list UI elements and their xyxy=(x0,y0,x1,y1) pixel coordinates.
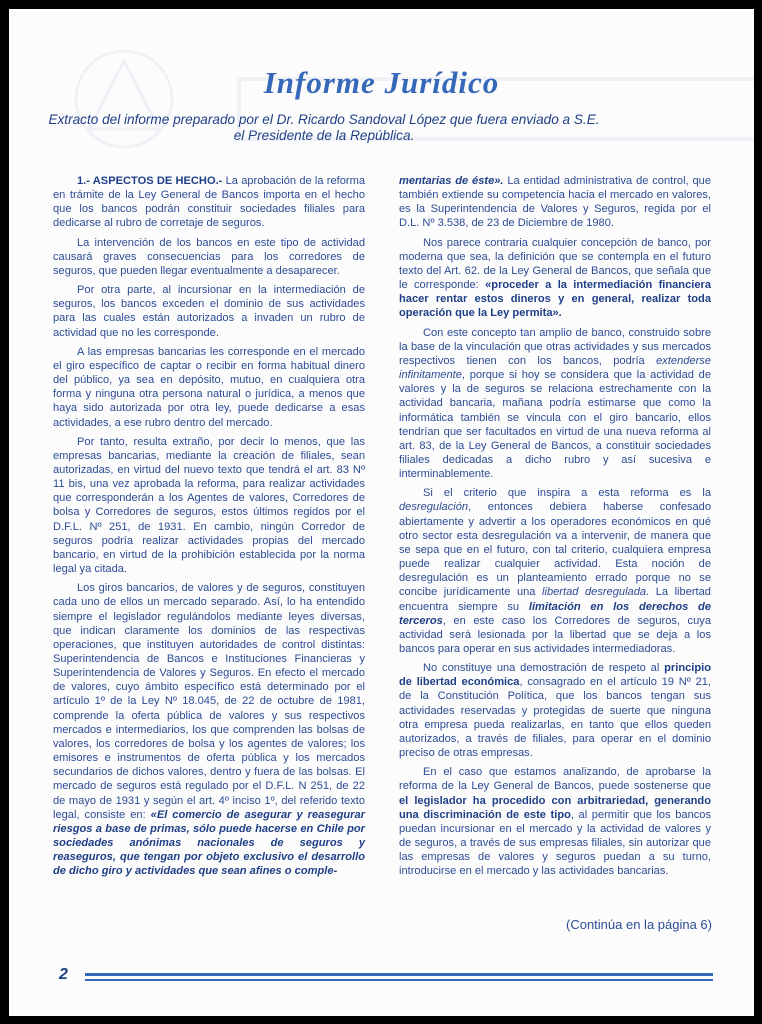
paragraph: Si el criterio que inspira a esta reforma es la desregulación, entonces debiera haberse confesado abiertamente y advertir a los operadores económicos en qué otro sector esta desregulación va a intervenir, de manera que se sepa que en el futuro, con tal criterio, cualquiera empresa puede realizar cualquier actividad. Esta noción de desregulación es un planteamiento errado porque no se concibe jurídicamente una libertad desregulada. La libertad encuentra siempre su limitación en los derechos de terceros, en este caso los Corredores de seguros, cuya actividad será lesionada por la libertad que se deja a los bancos para operar en sus actividades intermediadoras. xyxy=(399,487,712,655)
legal-quote: mentarias de éste». xyxy=(399,175,504,187)
page-title: Informe Jurídico xyxy=(263,65,500,100)
paragraph: A las empresas bancarias les corresponde en el mercado el giro específico de captar o recibir en forma habitual dinero del público, ya sea en depósito, mutuo, en cualquiera otra forma y ninguna otra persona natural o jurídica, a menos que haya sido autorizada por otra ley, puede dedicarse a esas actividades, a ese rubro dentro del mercado. xyxy=(53,345,365,429)
paragraph: mentarias de éste». La entidad administrativa de control, que también extiende su competencia hacia el mercado en valores, es la Superintendencia de Valores y Seguros, regida por el D.L. Nº 3.538, de 23 de Diciembre de 1980. xyxy=(399,175,711,230)
paragraph: Por otra parte, al incursionar en la intermediación de seguros, los bancos exceden el dominio de sus actividades para las cuales están autorizados a invaden un rubro de actividad que no les corresponde. xyxy=(53,284,365,339)
paragraph: Por tanto, resulta extraño, por decir lo menos, que las empresas bancarias, mediante la creación de filiales, sean autorizadas, en virtud del nuevo texto que tendrá el art. 83 Nº 11 bis, una vez aprobada la reforma, para realizar actividades que corresponderán a los Agentes de valores, Corredores de bolsa y Corredores de seguros, estos últimos regidos por el D.F.L. Nº 251, de 1931. En cambio, ningún Corredor de seguros podría realizar actividades propias del mercado bancario, en virtud de la prohibición establecida por la norma legal ya citada. xyxy=(53,435,365,576)
paragraph: En el caso que estamos analizando, de aprobarse la reforma de la Ley General de Bancos, puede sostenerse que el legislador ha procedido con arbitrariedad, generando una discriminación de este tipo, al permitir que los bancos puedan incursionar en el mercado y la actividad de valores y de seguros, a través de sus empresas filiales, sin autorizar que las empresas de valores y seguros puedan a su turno, introducirse en el mercado y las actividades bancarias. xyxy=(399,766,711,878)
paragraph: La intervención de los bancos en este tipo de actividad causará graves consecuencias para los corredores de seguros, que pueden llegar eventualmente a desaparecer. xyxy=(53,236,365,277)
paragraph: Nos parece contraria cualquier concepción de banco, por moderna que sea, la definición que se contempla en el futuro texto del Art. 62. de la Ley General de Bancos, que señala que le corresponde: «proceder a la intermediación financiera hacer rentar estos dineros y en general, realizar toda operación que la Ley permita». xyxy=(399,236,711,320)
paragraph: No constituye una demostración de respeto al principio de libertad económica, consagrado en el artículo 19 Nº 21, de la Constitución Política, que los bancos tengan sus actividades reservadas y protegidas de suerte que ninguna otra empresa pueda realizarlas, en tanto que ellos queden autorizados, a través de filiales, para operar en el dominio preciso de otras empresas. xyxy=(399,662,711,760)
page-number: 2 xyxy=(59,966,68,983)
left-column xyxy=(53,174,365,884)
paragraph: 1.- ASPECTOS DE HECHO.- La aprobación de la reforma en trámite de la Ley General de Bancos importa en el hecho que los bancos podrán constituir sociedades filiales para dedicarse al rubro de corretaje de seguros. xyxy=(53,175,366,230)
document-page xyxy=(9,9,754,1016)
footer-rule xyxy=(85,979,713,981)
footer-rule xyxy=(85,973,713,976)
paragraph: Con este concepto tan amplio de banco, construido sobre la base de la vinculación que otras actividades y sus mercados respectivos tienen con los bancos, podría extenderse infinitamente, porque si hoy se considera que la actividad de valores y la de seguros se relaciona estrechamente con la actividad bancaria, mañana podría estimarse que como la informática también se vincula con el giro bancario, ellos tendrían que ser facultados en virtud de una nueva reforma al art. 83, de la Ley General de Bancos, a constituir sociedades filiales dedicadas a dicho rubro y así sucesiva e interminablemente. xyxy=(399,326,711,481)
emphasis-quote: «proceder a la intermediación financiera hacer rentar estos dineros y en general, realizar toda operación que la Ley permita». xyxy=(399,279,711,320)
section-heading: 1.- ASPECTOS DE HECHO.- xyxy=(77,175,223,187)
continuation-note: (Continúa en la página 6) xyxy=(566,917,712,932)
paragraph: Los giros bancarios, de valores y de seguros, constituyen cada uno de ellos un mercado separado. Así, lo ha entendido siempre el legislador regulándolos mediante leyes diversas, que indican claramente los dominios de las respectivas operaciones, que instituyen autoridades de control distintas: Superintendencia de Bancos e Instituciones Financieras y Superintendencia de Valores y Seguros. En efecto el mercado de valores, cuyo ámbito específico está determinado por el artículo 1º de la Ley Nº 18.045, de 22 de octubre de 1981, comprende la oferta pública de valores y sus respectivos mercados e intermediarios, los que comprenden las bolsas de valores, los corredores de bolsa y los agentes de valores; los emisores e instrumentos de oferta pública y los mercados secundarios de dichos valores, dentro y fuera de las bolsas. El mercado de seguros está regulado por el D.F.L. N 251, de 22 de mayo de 1931 y según el art. 4º inciso 1º, del referido texto legal, consiste en: «El comercio de asegurar y reasegurar riesgos a base de primas, sólo puede hacerse en Chile por sociedades anónimas nacionales de seguros y reaseguros, que tengan por objeto exclusivo el desarrollo de dicho giro y actividades que sean afines o comple- xyxy=(53,582,365,878)
page-subtitle: Extracto del informe preparado por el Dr. Ricardo Sandoval López que fuera enviado a S.E. el Presidente de la República. xyxy=(48,112,600,143)
right-column xyxy=(399,174,711,884)
legal-quote: «El comercio de asegurar y reasegurar riesgos a base de primas, sólo puede hacerse en Chile por sociedades anónimas nacionales de seguros y reaseguros, que tengan por objeto exclusivo el desarrollo de dicho giro y actividades que sean afines o comple- xyxy=(53,808,365,878)
